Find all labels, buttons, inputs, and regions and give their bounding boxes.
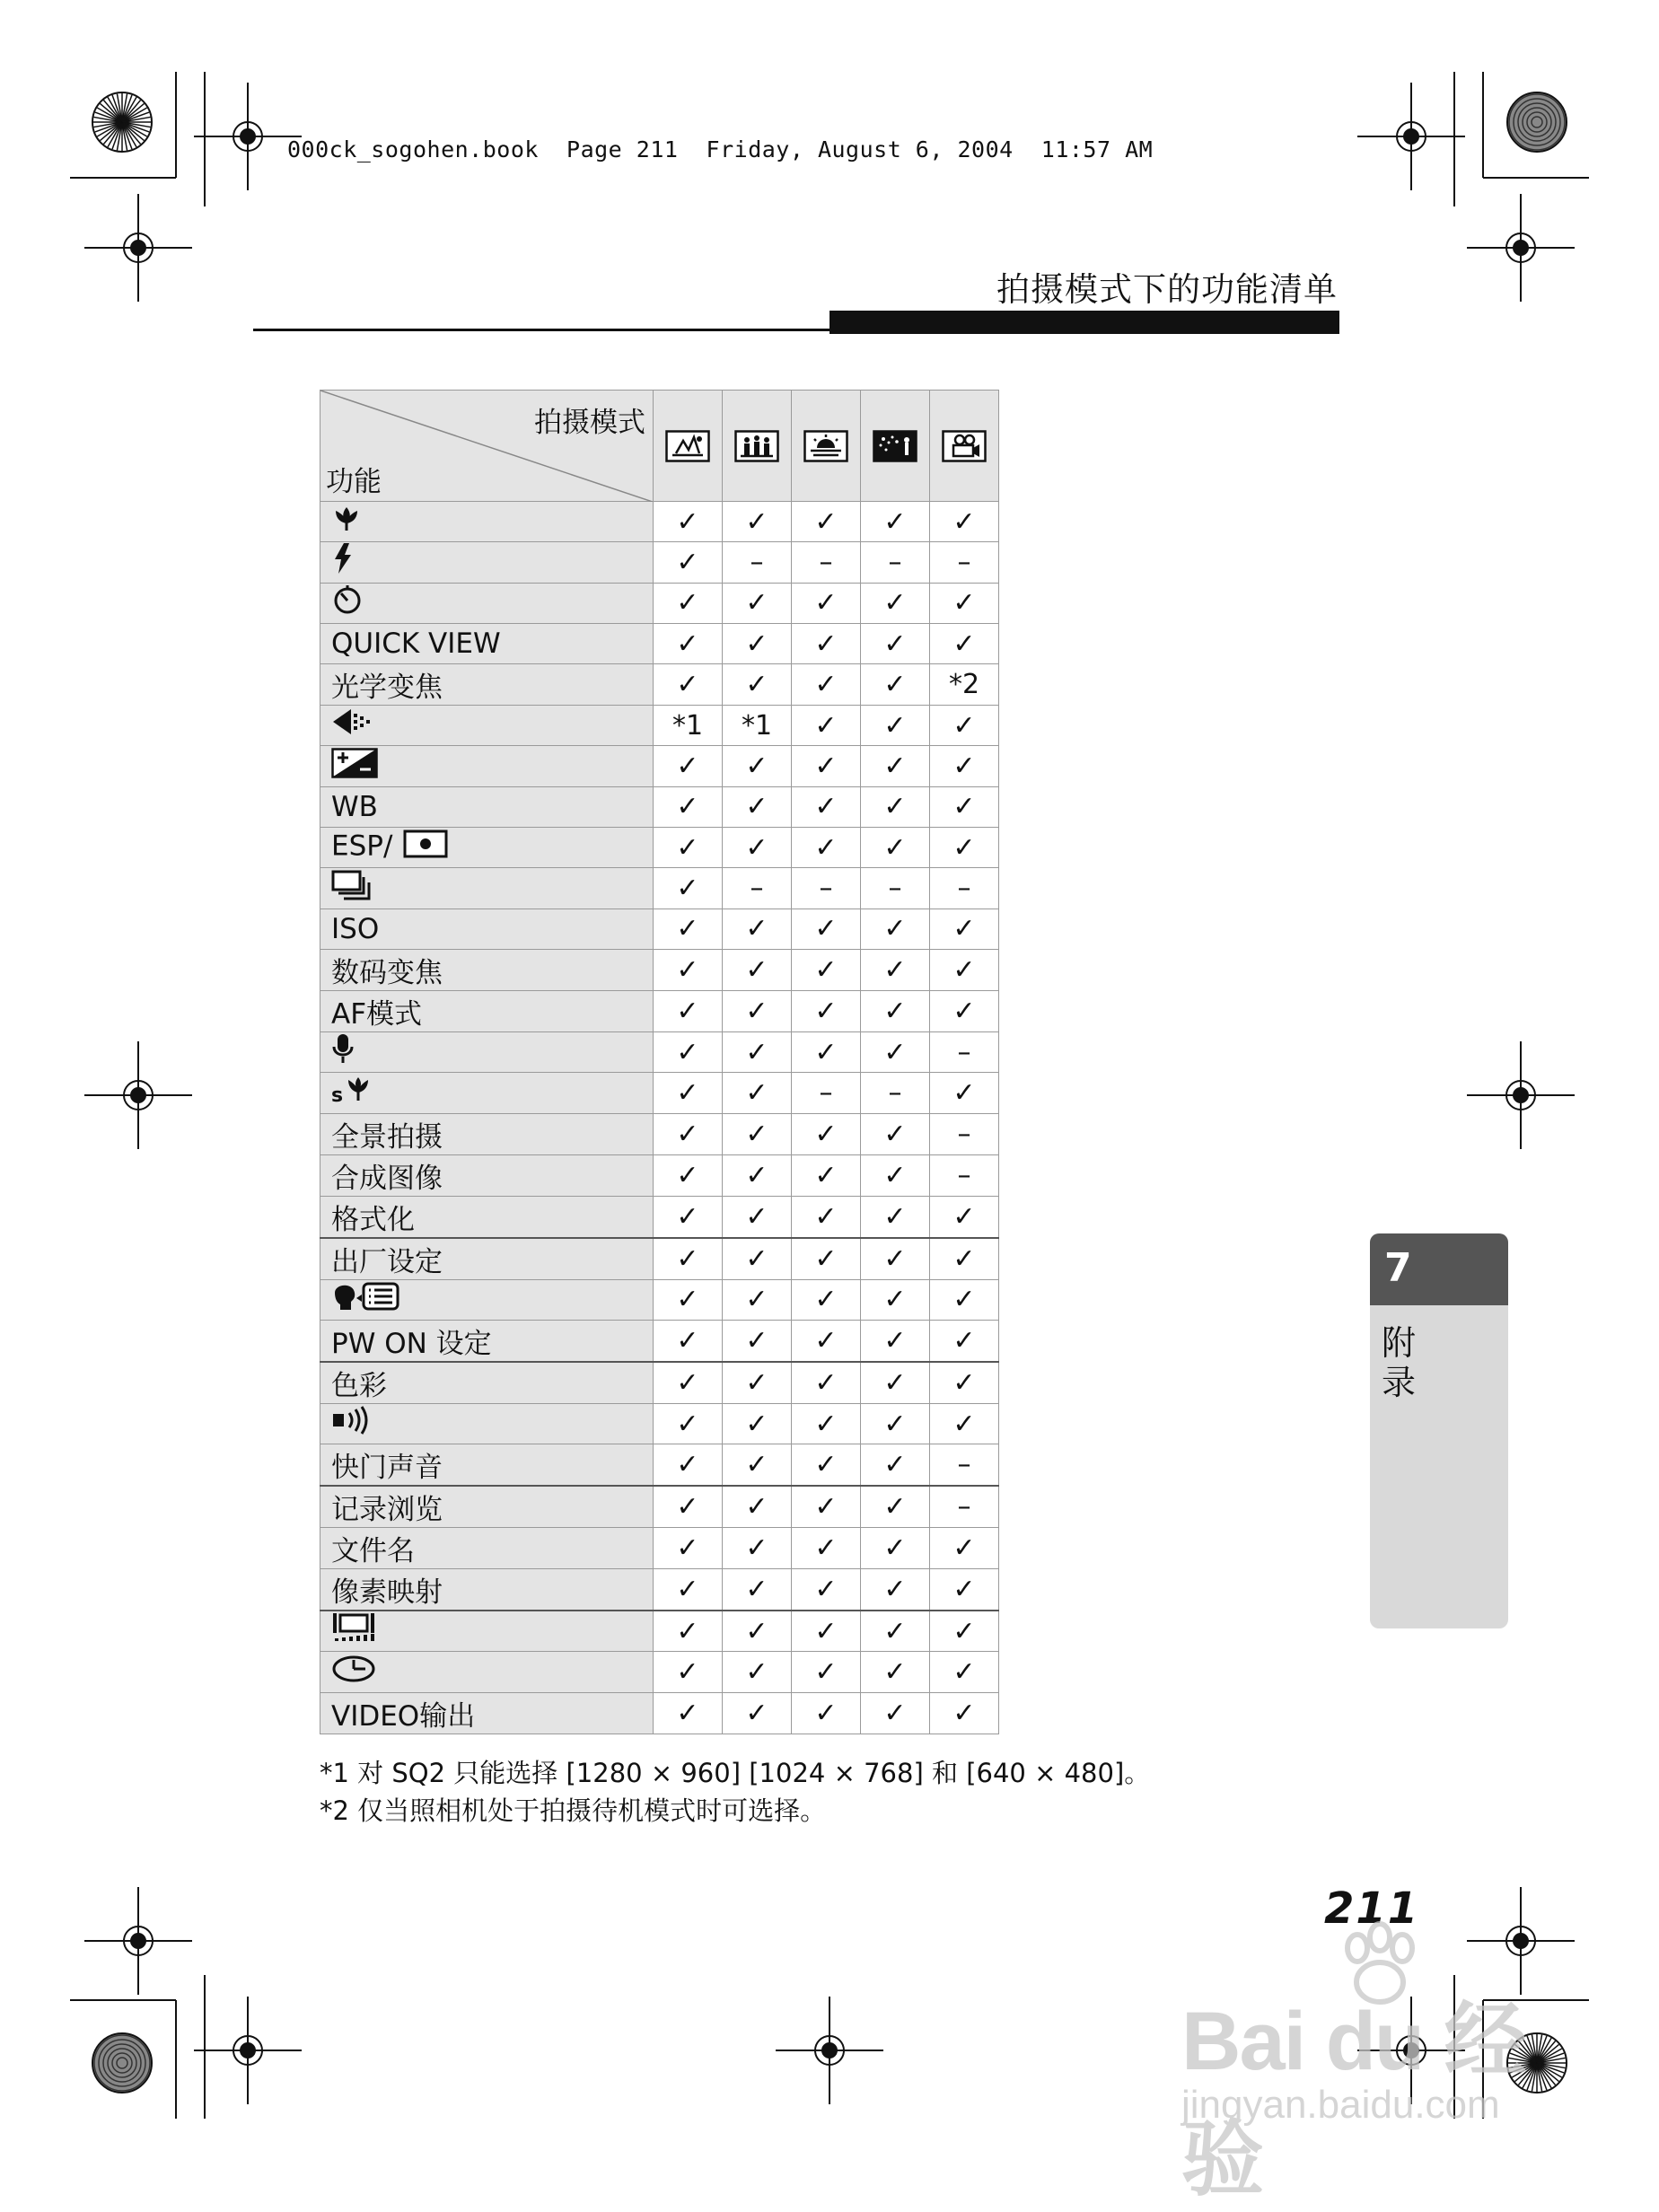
value-cell: ✓ bbox=[654, 664, 723, 706]
value-cell: – bbox=[861, 868, 930, 908]
footnotes bbox=[320, 1754, 1150, 1830]
value-cell: – bbox=[930, 1154, 999, 1196]
function-cell bbox=[320, 786, 654, 827]
table-row bbox=[320, 1238, 999, 1280]
table-row bbox=[320, 1113, 999, 1154]
value-cell: ✓ bbox=[861, 1692, 930, 1734]
table-row bbox=[320, 1403, 999, 1444]
book-header: 000ck_sogohen.book Page 211 Friday, August 6, 2004 11:57 AM bbox=[287, 136, 1154, 162]
value-cell: ✓ bbox=[861, 908, 930, 949]
mode-icon-3 bbox=[803, 430, 848, 462]
value-cell: ✓ bbox=[861, 1113, 930, 1154]
table-row bbox=[320, 623, 999, 663]
function-cell bbox=[320, 1362, 654, 1404]
value-cell: ✓ bbox=[723, 1154, 792, 1196]
sequential-shooting-icon bbox=[331, 870, 373, 908]
page-number: 211 bbox=[1324, 1883, 1420, 1934]
chapter-tab bbox=[1370, 1233, 1508, 1628]
value-cell: ✓ bbox=[861, 1320, 930, 1362]
table-row bbox=[320, 786, 999, 827]
function-cell bbox=[320, 828, 654, 868]
value-cell: – bbox=[930, 1113, 999, 1154]
registration-mark-icon bbox=[84, 1041, 192, 1149]
value-cell: – bbox=[723, 542, 792, 583]
table-row bbox=[320, 502, 999, 542]
value-cell: ✓ bbox=[930, 1073, 999, 1113]
value-cell: ✓ bbox=[792, 746, 861, 786]
value-cell: ✓ bbox=[723, 1444, 792, 1487]
registration-mark-icon bbox=[1467, 194, 1575, 302]
value-cell: ✓ bbox=[930, 949, 999, 990]
exposure-compensation-icon bbox=[331, 748, 378, 786]
value-cell: – bbox=[930, 542, 999, 583]
value-cell: ✓ bbox=[861, 1238, 930, 1280]
table-row bbox=[320, 1444, 999, 1487]
watermark-brand: Bai du 经验 bbox=[1181, 1996, 1525, 2206]
value-cell: ✓ bbox=[792, 1692, 861, 1734]
value-cell: ✓ bbox=[723, 1113, 792, 1154]
value-cell: *2 bbox=[930, 664, 999, 706]
table-row bbox=[320, 1692, 999, 1734]
function-label: 全景拍摄 bbox=[331, 1120, 443, 1154]
value-cell: ✓ bbox=[861, 1611, 930, 1652]
value-cell: ✓ bbox=[723, 990, 792, 1031]
value-cell: ✓ bbox=[930, 583, 999, 623]
function-label: WB bbox=[331, 790, 378, 823]
value-cell: ✓ bbox=[861, 706, 930, 746]
value-cell: ✓ bbox=[723, 828, 792, 868]
value-cell: ✓ bbox=[792, 828, 861, 868]
function-cell bbox=[320, 1320, 654, 1362]
value-cell: ✓ bbox=[723, 1403, 792, 1444]
table-row bbox=[320, 664, 999, 706]
table-row bbox=[320, 828, 999, 868]
value-cell: ✓ bbox=[792, 1031, 861, 1072]
table-row bbox=[320, 1652, 999, 1692]
value-cell: ✓ bbox=[930, 908, 999, 949]
value-cell: ✓ bbox=[792, 908, 861, 949]
value-cell: ✓ bbox=[792, 706, 861, 746]
function-label: VIDEO输出 bbox=[331, 1699, 476, 1733]
mode-header-1 bbox=[654, 391, 723, 502]
value-cell: ✓ bbox=[723, 908, 792, 949]
value-cell: ✓ bbox=[654, 1279, 723, 1320]
table-row bbox=[320, 542, 999, 583]
image-quality-icon bbox=[331, 707, 376, 743]
value-cell: ✓ bbox=[792, 1652, 861, 1692]
value-cell: ✓ bbox=[723, 1652, 792, 1692]
function-label: 合成图像 bbox=[331, 1162, 443, 1195]
color-target-icon bbox=[92, 92, 152, 152]
value-cell: ✓ bbox=[861, 746, 930, 786]
value-cell: ✓ bbox=[723, 1238, 792, 1280]
self-timer-icon bbox=[331, 584, 364, 623]
value-cell: ✓ bbox=[654, 949, 723, 990]
value-cell: ✓ bbox=[654, 786, 723, 827]
color-target-icon bbox=[92, 2033, 152, 2093]
function-table bbox=[320, 390, 999, 1734]
value-cell: ✓ bbox=[654, 583, 723, 623]
value-cell: ✓ bbox=[654, 868, 723, 908]
value-cell: ✓ bbox=[654, 502, 723, 542]
value-cell: ✓ bbox=[792, 990, 861, 1031]
table-row bbox=[320, 1196, 999, 1238]
function-cell bbox=[320, 868, 654, 908]
value-cell: ✓ bbox=[654, 1196, 723, 1238]
value-cell: ✓ bbox=[930, 990, 999, 1031]
registration-mark-icon bbox=[84, 1887, 192, 1995]
value-cell: ✓ bbox=[654, 1031, 723, 1072]
value-cell: ✓ bbox=[861, 583, 930, 623]
value-cell: – bbox=[861, 1073, 930, 1113]
value-cell: ✓ bbox=[654, 990, 723, 1031]
function-cell bbox=[320, 990, 654, 1031]
value-cell: ✓ bbox=[861, 990, 930, 1031]
value-cell: ✓ bbox=[723, 1569, 792, 1611]
registration-mark-icon bbox=[776, 1997, 883, 2104]
value-cell: ✓ bbox=[723, 583, 792, 623]
value-cell: ✓ bbox=[930, 1611, 999, 1652]
registration-mark-icon bbox=[1467, 1041, 1575, 1149]
value-cell: ✓ bbox=[792, 1486, 861, 1528]
value-cell: ✓ bbox=[723, 746, 792, 786]
clock-icon bbox=[331, 1655, 376, 1690]
table-row bbox=[320, 868, 999, 908]
function-label: PW ON 设定 bbox=[331, 1327, 492, 1360]
registration-mark-icon bbox=[194, 1997, 302, 2104]
spot-metering-icon bbox=[403, 830, 448, 865]
function-cell bbox=[320, 542, 654, 583]
value-cell: ✓ bbox=[654, 746, 723, 786]
value-cell: ✓ bbox=[792, 786, 861, 827]
value-cell: ✓ bbox=[792, 664, 861, 706]
value-cell: – bbox=[792, 868, 861, 908]
registration-mark-icon bbox=[1357, 83, 1465, 190]
value-cell: ✓ bbox=[930, 746, 999, 786]
monitor-brightness-icon bbox=[331, 1611, 376, 1651]
function-cell bbox=[320, 1611, 654, 1652]
value-cell: ✓ bbox=[930, 1652, 999, 1692]
value-cell: ✓ bbox=[723, 623, 792, 663]
footnote-2: *2 仅当照相机处于拍摄待机模式时可选择。 bbox=[320, 1795, 827, 1826]
function-cell bbox=[320, 583, 654, 623]
value-cell: ✓ bbox=[861, 949, 930, 990]
value-cell: ✓ bbox=[930, 1320, 999, 1362]
beep-icon bbox=[331, 1406, 373, 1442]
value-cell: ✓ bbox=[861, 1444, 930, 1487]
registration-mark-icon bbox=[84, 194, 192, 302]
header-function: 功能 bbox=[326, 466, 382, 498]
function-cell bbox=[320, 1073, 654, 1113]
value-cell: *1 bbox=[654, 706, 723, 746]
value-cell: ✓ bbox=[861, 1279, 930, 1320]
flash-icon bbox=[331, 542, 355, 582]
value-cell: – bbox=[861, 542, 930, 583]
value-cell: ✓ bbox=[930, 1692, 999, 1734]
table-row bbox=[320, 746, 999, 786]
value-cell: ✓ bbox=[792, 1528, 861, 1569]
color-target-icon bbox=[1507, 92, 1567, 152]
value-cell: ✓ bbox=[861, 1196, 930, 1238]
function-cell bbox=[320, 908, 654, 949]
function-label: 记录浏览 bbox=[331, 1494, 443, 1527]
function-cell bbox=[320, 1154, 654, 1196]
chapter-number: 7 bbox=[1370, 1233, 1508, 1305]
value-cell: ✓ bbox=[792, 1569, 861, 1611]
value-cell: ✓ bbox=[861, 828, 930, 868]
macro-icon bbox=[331, 504, 362, 540]
function-label: 出厂设定 bbox=[331, 1245, 443, 1278]
function-cell bbox=[320, 1196, 654, 1238]
value-cell: ✓ bbox=[723, 1692, 792, 1734]
value-cell: ✓ bbox=[723, 1031, 792, 1072]
table-row bbox=[320, 1154, 999, 1196]
value-cell: ✓ bbox=[861, 1652, 930, 1692]
table-header-row bbox=[320, 391, 999, 502]
function-cell bbox=[320, 1279, 654, 1320]
value-cell: ✓ bbox=[861, 502, 930, 542]
value-cell: ✓ bbox=[930, 786, 999, 827]
table-row bbox=[320, 1611, 999, 1652]
value-cell: ✓ bbox=[654, 828, 723, 868]
function-cell bbox=[320, 746, 654, 786]
super-macro-icon bbox=[331, 1074, 373, 1111]
value-cell: ✓ bbox=[792, 1403, 861, 1444]
value-cell: ✓ bbox=[654, 1692, 723, 1734]
function-cell bbox=[320, 664, 654, 706]
value-cell: ✓ bbox=[723, 1279, 792, 1320]
value-cell: ✓ bbox=[930, 1362, 999, 1404]
value-cell: ✓ bbox=[792, 583, 861, 623]
value-cell: ✓ bbox=[792, 1362, 861, 1404]
value-cell: ✓ bbox=[654, 908, 723, 949]
value-cell: ✓ bbox=[723, 786, 792, 827]
value-cell: – bbox=[930, 1031, 999, 1072]
chapter-label: 附录 bbox=[1381, 1323, 1416, 1402]
value-cell: *1 bbox=[723, 706, 792, 746]
mode-icon-2 bbox=[734, 430, 779, 462]
value-cell: ✓ bbox=[861, 1154, 930, 1196]
function-cell bbox=[320, 1031, 654, 1072]
value-cell: ✓ bbox=[792, 1444, 861, 1487]
function-cell bbox=[320, 1444, 654, 1487]
value-cell: ✓ bbox=[723, 949, 792, 990]
function-label: 格式化 bbox=[331, 1203, 415, 1236]
value-cell: – bbox=[930, 1444, 999, 1487]
function-label: QUICK VIEW bbox=[331, 628, 501, 661]
value-cell: ✓ bbox=[654, 1320, 723, 1362]
value-cell: ✓ bbox=[861, 664, 930, 706]
value-cell: ✓ bbox=[654, 1154, 723, 1196]
function-cell bbox=[320, 623, 654, 663]
table-row bbox=[320, 949, 999, 990]
value-cell: ✓ bbox=[723, 1611, 792, 1652]
value-cell: ✓ bbox=[654, 1611, 723, 1652]
value-cell: ✓ bbox=[930, 1528, 999, 1569]
value-cell: ✓ bbox=[930, 1238, 999, 1280]
value-cell: ✓ bbox=[654, 1073, 723, 1113]
language-icon bbox=[331, 1280, 399, 1320]
table-row bbox=[320, 1279, 999, 1320]
value-cell: – bbox=[792, 542, 861, 583]
svg-text:s: s bbox=[331, 1084, 344, 1105]
value-cell: ✓ bbox=[723, 1320, 792, 1362]
value-cell: ✓ bbox=[930, 1196, 999, 1238]
value-cell: ✓ bbox=[654, 1569, 723, 1611]
value-cell: – bbox=[792, 1073, 861, 1113]
value-cell: ✓ bbox=[723, 1486, 792, 1528]
table-row bbox=[320, 1362, 999, 1404]
value-cell: ✓ bbox=[654, 623, 723, 663]
microphone-icon bbox=[331, 1032, 355, 1072]
value-cell: ✓ bbox=[930, 1403, 999, 1444]
value-cell: ✓ bbox=[930, 1279, 999, 1320]
value-cell: ✓ bbox=[930, 828, 999, 868]
function-cell bbox=[320, 502, 654, 542]
value-cell: ✓ bbox=[654, 1238, 723, 1280]
function-cell bbox=[320, 949, 654, 990]
function-label: 文件名 bbox=[331, 1535, 415, 1568]
value-cell: ✓ bbox=[654, 1113, 723, 1154]
value-cell: ✓ bbox=[792, 1611, 861, 1652]
table-row bbox=[320, 706, 999, 746]
value-cell: – bbox=[930, 868, 999, 908]
value-cell: ✓ bbox=[654, 1444, 723, 1487]
value-cell: ✓ bbox=[861, 786, 930, 827]
value-cell: ✓ bbox=[930, 623, 999, 663]
table-row bbox=[320, 1528, 999, 1569]
value-cell: ✓ bbox=[792, 1320, 861, 1362]
table-row bbox=[320, 1320, 999, 1362]
function-cell bbox=[320, 1692, 654, 1734]
watermark bbox=[1181, 1975, 1567, 2206]
function-label: 光学变焦 bbox=[331, 672, 443, 705]
value-cell: ✓ bbox=[654, 1486, 723, 1528]
value-cell: ✓ bbox=[792, 1238, 861, 1280]
function-cell bbox=[320, 706, 654, 746]
value-cell: ✓ bbox=[792, 949, 861, 990]
value-cell: ✓ bbox=[861, 1528, 930, 1569]
table-row bbox=[320, 990, 999, 1031]
mode-icon-4 bbox=[873, 430, 917, 462]
function-cell bbox=[320, 1113, 654, 1154]
value-cell: ✓ bbox=[792, 1154, 861, 1196]
table-row bbox=[320, 1073, 999, 1113]
table-row bbox=[320, 908, 999, 949]
table-row bbox=[320, 1031, 999, 1072]
function-label: 数码变焦 bbox=[331, 956, 443, 989]
function-label: ESP/ bbox=[331, 830, 393, 863]
function-label: AF模式 bbox=[331, 997, 423, 1031]
value-cell: ✓ bbox=[723, 1362, 792, 1404]
function-label: ISO bbox=[331, 912, 380, 945]
mode-header-2 bbox=[723, 391, 792, 502]
value-cell: ✓ bbox=[792, 623, 861, 663]
value-cell: ✓ bbox=[861, 1486, 930, 1528]
value-cell: ✓ bbox=[930, 502, 999, 542]
mode-header-5 bbox=[930, 391, 999, 502]
title-bar bbox=[830, 311, 1339, 334]
function-cell bbox=[320, 1528, 654, 1569]
function-label: 像素映射 bbox=[331, 1576, 443, 1610]
value-cell: ✓ bbox=[792, 1279, 861, 1320]
value-cell: – bbox=[723, 868, 792, 908]
table-corner-header bbox=[320, 391, 654, 502]
value-cell: ✓ bbox=[930, 1569, 999, 1611]
value-cell: ✓ bbox=[654, 1652, 723, 1692]
function-cell bbox=[320, 1238, 654, 1280]
value-cell: ✓ bbox=[723, 664, 792, 706]
function-cell bbox=[320, 1403, 654, 1444]
value-cell: ✓ bbox=[792, 502, 861, 542]
function-cell bbox=[320, 1569, 654, 1611]
value-cell: ✓ bbox=[654, 1403, 723, 1444]
value-cell: ✓ bbox=[654, 542, 723, 583]
value-cell: ✓ bbox=[723, 1196, 792, 1238]
table-row bbox=[320, 1569, 999, 1611]
value-cell: ✓ bbox=[861, 623, 930, 663]
value-cell: ✓ bbox=[861, 1403, 930, 1444]
registration-mark-icon bbox=[194, 83, 302, 190]
value-cell: ✓ bbox=[792, 1196, 861, 1238]
function-cell bbox=[320, 1486, 654, 1528]
mode-header-3 bbox=[792, 391, 861, 502]
value-cell: ✓ bbox=[723, 1528, 792, 1569]
footnote-1: *1 对 SQ2 只能选择 [1280 × 960] [1024 × 768] 和 [640 × 480]。 bbox=[320, 1758, 1151, 1788]
mode-header-4 bbox=[861, 391, 930, 502]
table-row bbox=[320, 583, 999, 623]
value-cell: ✓ bbox=[792, 1113, 861, 1154]
function-label: 快门声音 bbox=[331, 1452, 443, 1485]
value-cell: ✓ bbox=[723, 1073, 792, 1113]
value-cell: – bbox=[930, 1486, 999, 1528]
value-cell: ✓ bbox=[861, 1031, 930, 1072]
page-title: 拍摄模式下的功能清单 bbox=[996, 270, 1338, 309]
watermark-url: jingyan.baidu.com bbox=[1181, 2083, 1500, 2127]
value-cell: ✓ bbox=[930, 706, 999, 746]
value-cell: ✓ bbox=[861, 1362, 930, 1404]
value-cell: ✓ bbox=[861, 1569, 930, 1611]
movie-icon bbox=[942, 430, 987, 462]
value-cell: ✓ bbox=[654, 1528, 723, 1569]
mode-icon-1 bbox=[665, 430, 710, 462]
header-shooting-mode: 拍摄模式 bbox=[534, 407, 645, 439]
value-cell: ✓ bbox=[723, 502, 792, 542]
function-cell bbox=[320, 1652, 654, 1692]
value-cell: ✓ bbox=[654, 1362, 723, 1404]
function-label: 色彩 bbox=[331, 1369, 387, 1402]
table-row bbox=[320, 1486, 999, 1528]
